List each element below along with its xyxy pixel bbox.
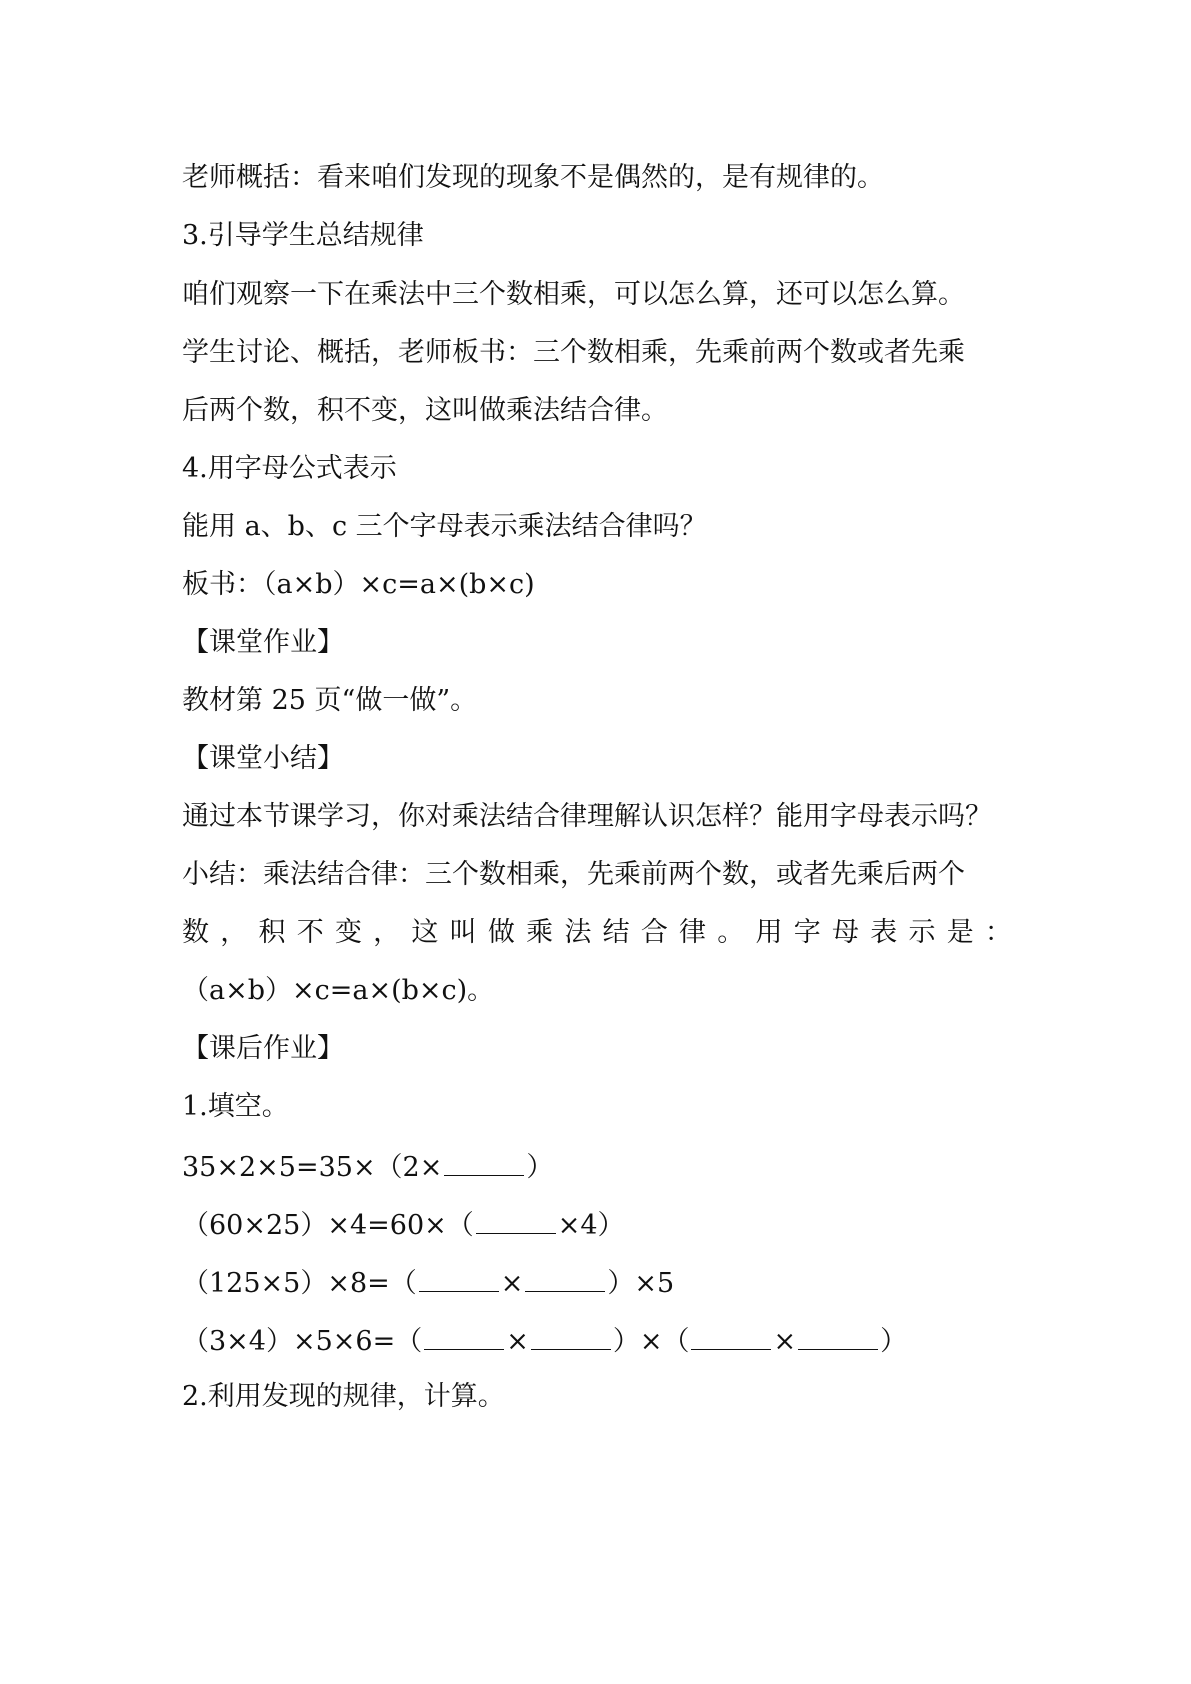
summary-formula: （a×b）×c=a×(b×c)。 — [182, 975, 495, 1006]
char: 结 — [602, 917, 630, 948]
homework-item-1-heading: 1.填空。 — [182, 1091, 289, 1122]
section-heading-summary: 【课堂小结】 — [182, 743, 344, 774]
paragraph-letters-question: 能用 a、b、c 三个字母表示乘法结合律吗？ — [182, 511, 707, 542]
char: 示 — [908, 917, 936, 948]
fill-blank-exercise-3: （125×5）×8=（ × ）×5 — [182, 1261, 1012, 1304]
char: ， — [220, 917, 248, 948]
char: 这 — [411, 917, 439, 948]
char: 做 — [487, 917, 515, 948]
char: 。 — [717, 917, 745, 948]
answer-blank — [419, 1261, 499, 1292]
paragraph-summary-line2 — [182, 913, 1012, 953]
char: 法 — [564, 917, 592, 948]
char: 数 — [182, 917, 209, 948]
board-formula: 板书：（a×b）×c=a×(b×c) — [182, 569, 535, 600]
answer-blank — [476, 1203, 556, 1234]
paragraph-summary-line1: 小结：乘法结合律：三个数相乘，先乘前两个数，或者先乘后两个 — [182, 859, 965, 890]
char: 不 — [296, 917, 324, 948]
char: 表 — [870, 917, 898, 948]
char: 合 — [640, 917, 668, 948]
answer-blank — [525, 1261, 605, 1292]
fill-blank-exercise-4: （3×4）×5×6=（ × ）×（ × ） — [182, 1319, 1012, 1362]
paragraph-discuss-line1: 学生讨论、概括，老师板书：三个数相乘，先乘前两个数或者先乘 — [182, 337, 965, 368]
answer-blank — [444, 1145, 524, 1176]
char: 律 — [679, 917, 707, 948]
step-heading-3: 3.引导学生总结规律 — [182, 220, 424, 251]
paragraph-textbook-page: 教材第 25 页“做一做”。 — [182, 685, 478, 716]
paragraph-summary-question: 通过本节课学习，你对乘法结合律理解认识怎样？能用字母表示吗？ — [182, 801, 992, 832]
answer-blank — [424, 1319, 504, 1350]
answer-blank — [531, 1319, 611, 1350]
char: 积 — [258, 917, 286, 948]
char: ： — [984, 917, 1012, 948]
step-heading-4: 4.用字母公式表示 — [182, 453, 397, 484]
char: ， — [373, 917, 401, 948]
char: 叫 — [449, 917, 477, 948]
answer-blank — [691, 1319, 771, 1350]
section-heading-classwork: 【课堂作业】 — [182, 627, 344, 658]
char: 用 — [755, 917, 783, 948]
answer-blank — [798, 1319, 878, 1350]
char: 字 — [793, 917, 821, 948]
paragraph-observe: 咱们观察一下在乘法中三个数相乘，可以怎么算，还可以怎么算。 — [182, 279, 965, 310]
char: 乘 — [526, 917, 554, 948]
char: 变 — [334, 917, 362, 948]
paragraph-discuss-line2: 后两个数，积不变，这叫做乘法结合律。 — [182, 395, 668, 426]
fill-blank-exercise-2: （60×25）×4=60×（ ×4） — [182, 1203, 1012, 1246]
section-heading-homework: 【课后作业】 — [182, 1033, 344, 1064]
char: 是 — [946, 917, 974, 948]
homework-item-2-heading: 2.利用发现的规律，计算。 — [182, 1381, 505, 1412]
char: 母 — [831, 917, 859, 948]
paragraph-teacher-summary: 老师概括：看来咱们发现的现象不是偶然的，是有规律的。 — [182, 162, 884, 193]
fill-blank-exercise-1: 35×2×5=35×（2× ） — [182, 1145, 1012, 1188]
